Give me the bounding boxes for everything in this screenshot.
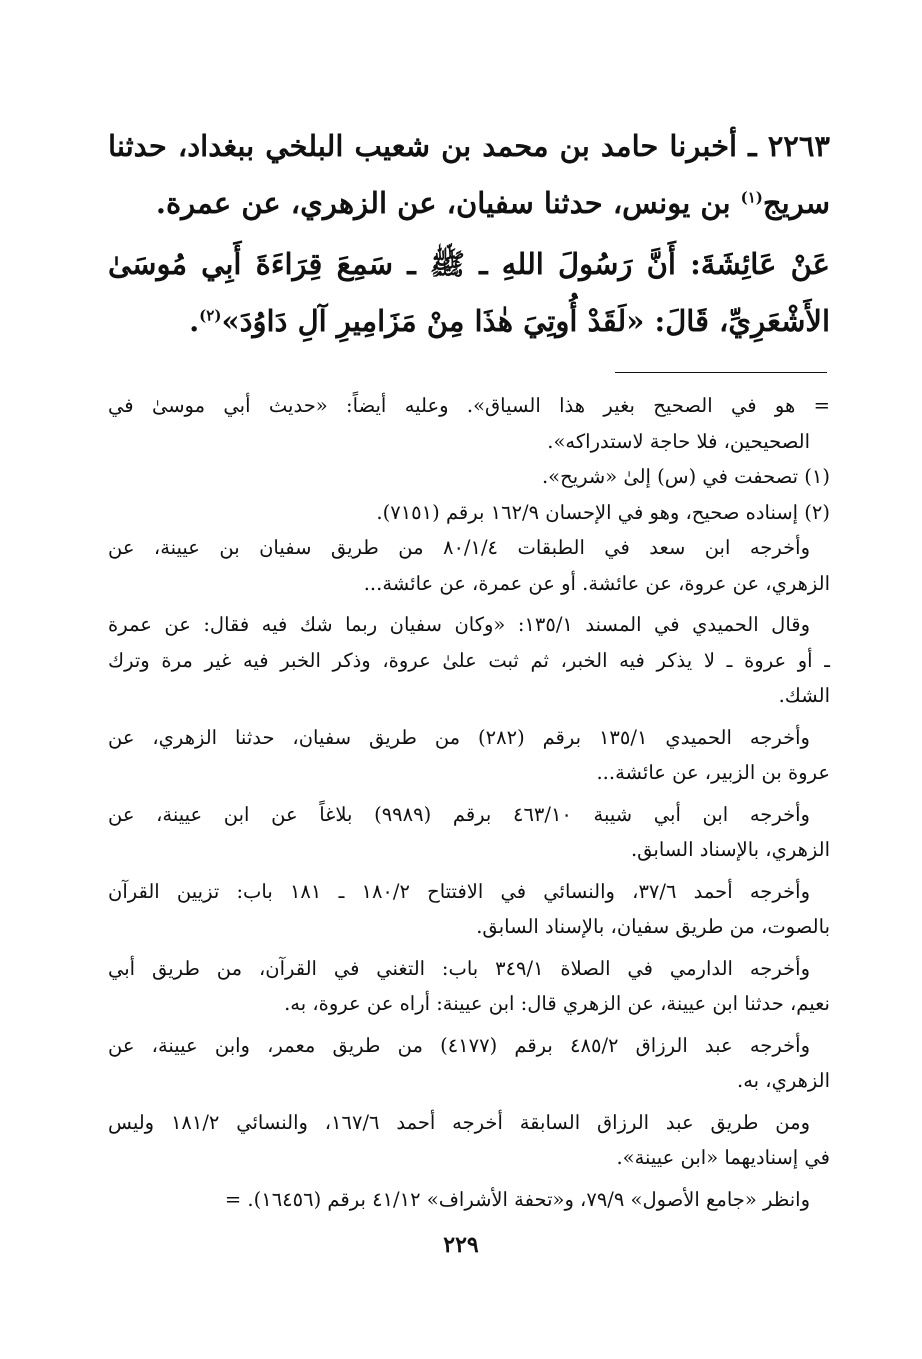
footnote-paragraph: الزهري، عن عروة، عن عائشة. أو عن عمرة، عن عائشة... — [363, 571, 830, 595]
footnote-paragraph: عروة بن الزبير، عن عائشة... — [596, 761, 830, 784]
footnote-paragraph: وأخرجه ابن أبي شيبة ٤٦٣/١٠ برقم (٩٩٨٩) بلاغاً عن ابن عيينة، عن — [108, 802, 810, 826]
narrator-name: سريج — [762, 186, 830, 220]
hadith-end: . — [189, 304, 200, 338]
footnote-paragraph: ومن طريق عبد الرزاق السابقة أخرجه أحمد ١٦٧/٦، والنسائي ١٨١/٢ وليس — [108, 1110, 810, 1134]
footnote-paragraph: في إسناديهما «ابن عيينة». — [616, 1146, 830, 1169]
hadith-entry — [108, 118, 830, 350]
footnote-marker-1: (١) — [740, 188, 763, 207]
footnotes — [108, 388, 830, 1217]
footnote-paragraph: وأخرجه عبد الرزاق ٤٨٥/٢ برقم (٤١٧٧) من طريق معمر، وابن عيينة، عن — [108, 1033, 811, 1057]
footnote-continuation: = هو في الصحيح بغير هذا السياق». وعليه أيضاً: «حديث أبي موسىٰ في — [108, 394, 830, 417]
footnote-paragraph: الزهري، بالإسناد السابق. — [630, 838, 830, 861]
footnote-paragraph: الزهري، به. — [737, 1069, 830, 1092]
footnote-paragraph: وانظر «جامع الأصول» ٧٩/٩، و«تحفة الأشراف» ٤١/١٢ برقم (١٦٤٥٦). = — [224, 1187, 810, 1211]
footnote-paragraph: وقال الحميدي في المسند ١٣٥/١: «وكان سفيان ربما شك فيه فقال: عن عمرة — [108, 613, 811, 636]
footnote-paragraph: وأخرجه الحميدي ١٣٥/١ برقم (٢٨٢) من طريق سفيان، حدثنا الزهري، عن — [108, 725, 810, 749]
entry-line-2 — [108, 175, 830, 232]
footnote-2: (٢) إسناده صحيح، وهو في الإحسان ١٦٢/٩ برقم (٧١٥١). — [376, 500, 830, 524]
hadith-text-line-2 — [108, 293, 830, 350]
hadith-text-line-2-body: الأَشْعَرِيِّ، قَالَ: «لَقَدْ أُوتِيَ هٰذَا مِنْ مَزَامِيرِ آلِ دَاوُدَ» — [221, 304, 830, 338]
footnote-separator — [615, 372, 827, 373]
footnote-continuation: الصحيحين، فلا حاجة لاستدراكه». — [547, 429, 810, 453]
page-number: ٢٢٩ — [443, 1232, 479, 1258]
footnote-paragraph: وأخرجه الدارمي في الصلاة ٣٤٩/١ باب: التغني في القرآن، من طريق أبي — [108, 956, 811, 980]
footnote-paragraph: وأخرجه أحمد ٣٧/٦، والنسائي في الافتتاح ١٨٠/٢ ـ ١٨١ باب: تزيين القرآن — [108, 879, 810, 903]
footnote-marker-2: (٢) — [199, 306, 222, 325]
footnote-paragraph: بالصوت، من طريق سفيان، بالإسناد السابق. — [476, 915, 830, 938]
footnote-paragraph: وأخرجه ابن سعد في الطبقات ٨٠/١/٤ من طريق سفيان بن عيينة، عن — [108, 536, 810, 559]
footnote-paragraph: نعيم، حدثنا ابن عيينة، عن الزهري قال: ابن عيينة: أراه عن عروة، به. — [284, 992, 830, 1015]
entry-line-2-rest: بن يونس، حدثنا سفيان، عن الزهري، عن عمرة. — [155, 186, 741, 220]
footnote-1: (١) تصحفت في (س) إلىٰ «شريح». — [541, 465, 830, 488]
footnote-paragraph: ـ أو عروة ـ لا يذكر فيه الخبر، ثم ثبت علىٰ عروة، وذكر الخبر فيه غير مرة وترك — [108, 648, 830, 672]
entry-line-1: ٢٢٦٣ ـ أخبرنا حامد بن محمد بن شعيب البلخي ببغداد، حدثنا — [108, 129, 830, 163]
hadith-text-line-1: عَنْ عَائِشَةَ: أَنَّ رَسُولَ اللهِ ـ ﷺ ـ سَمِعَ قِرَاءَةَ أَبِي مُوسَىٰ — [108, 247, 830, 281]
footnote-paragraph: الشك. — [778, 684, 830, 707]
